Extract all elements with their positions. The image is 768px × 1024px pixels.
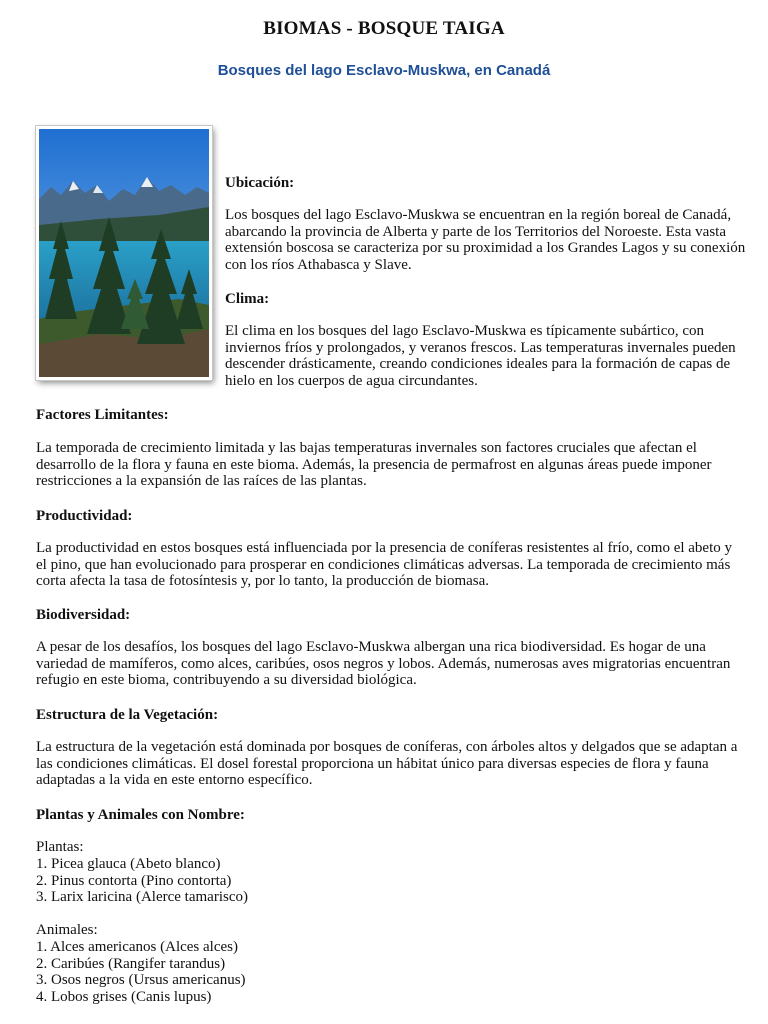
- list-item: 1. Picea glauca (Abeto blanco): [36, 855, 221, 872]
- taiga-lake-photo: [36, 126, 212, 380]
- section-text-productividad: La productividad en estos bosques está influenciada por la presencia de coníferas resistentes al frío, como el abeto y el pino, que han evolucionado para prosperar en condiciones climáticas adversas. La temporada de crecimiento más corta afecta la tasa de fotosíntesis y, por lo tanto, la producción de biomasa.: [36, 540, 732, 590]
- page-title: BIOMAS - BOSQUE TAIGA: [263, 18, 505, 39]
- section-text-clima: El clima en los bosques del lago Esclavo-Muskwa es típicamente subártico, con inviernos fríos y prolongados, y veranos frescos. Las temperaturas invernales pueden descender drásticamente, creando condiciones ideales para la formación de capas de hielo en los cuerpos de agua circundantes.: [225, 323, 736, 389]
- list-item: 3. Osos negros (Ursus americanus): [36, 972, 246, 989]
- page-subtitle: Bosques del lago Esclavo-Muskwa, en Canadá: [217, 62, 551, 79]
- list-item: 2. Caribúes (Rangifer tarandus): [36, 955, 226, 972]
- section-heading-biodiversidad: Biodiversidad:: [36, 607, 131, 623]
- section-heading-productividad: Productividad:: [36, 508, 133, 524]
- plantas-list: [36, 839, 744, 906]
- section-heading-factores: Factores Limitantes:: [36, 407, 169, 423]
- list-item: 1. Alces americanos (Alces alces): [36, 938, 238, 955]
- section-text-ubicacion: Los bosques del lago Esclavo-Muskwa se encuentran en la región boreal de Canadá, abarcando la provincia de Alberta y parte de los Territorios del Noroeste. Esta vasta extensión boscosa se caracteriza por su proximidad a los Grandes Lagos y su conexión con los ríos Athabasca y Slave.: [225, 207, 746, 273]
- section-text-factores: La temporada de crecimiento limitada y las bajas temperaturas invernales son factores cruciales que afectan el desarrollo de la flora y fauna en este bioma. Además, la presencia de permafrost en algunas áreas puede imponer restricciones a la expansión de las raíces de las plantas.: [36, 440, 712, 490]
- section-heading-ubicacion: Ubicación:: [225, 175, 295, 191]
- animales-list: [36, 922, 744, 1006]
- section-heading-clima: Clima:: [225, 291, 270, 307]
- section-text-biodiversidad: A pesar de los desafíos, los bosques del lago Esclavo-Muskwa albergan una rica biodiversidad. Es hogar de una variedad de mamíferos, como alces, caribúes, osos negros y lobos. Además, numerosas aves migratorias encuentran refugio en este bioma, contribuyendo a su diversidad biológica.: [36, 639, 731, 689]
- section-heading-estructura: Estructura de la Vegetación:: [36, 707, 219, 723]
- list-item: 3. Larix laricina (Alerce tamarisco): [36, 889, 248, 906]
- section-heading-nombres: Plantas y Animales con Nombre:: [36, 807, 245, 823]
- list-item: 4. Lobos grises (Canis lupus): [36, 989, 212, 1006]
- section-text-estructura: La estructura de la vegetación está dominada por bosques de coníferas, con árboles altos y delgados que se adaptan a las condiciones climáticas. El dosel forestal proporciona un hábitat único para diversas especies de flora y fauna adaptadas a la vida en este entorno específico.: [36, 739, 738, 789]
- plantas-label: Plantas:: [36, 839, 84, 855]
- animales-label: Animales:: [36, 922, 98, 938]
- list-item: 2. Pinus contorta (Pino contorta): [36, 872, 232, 889]
